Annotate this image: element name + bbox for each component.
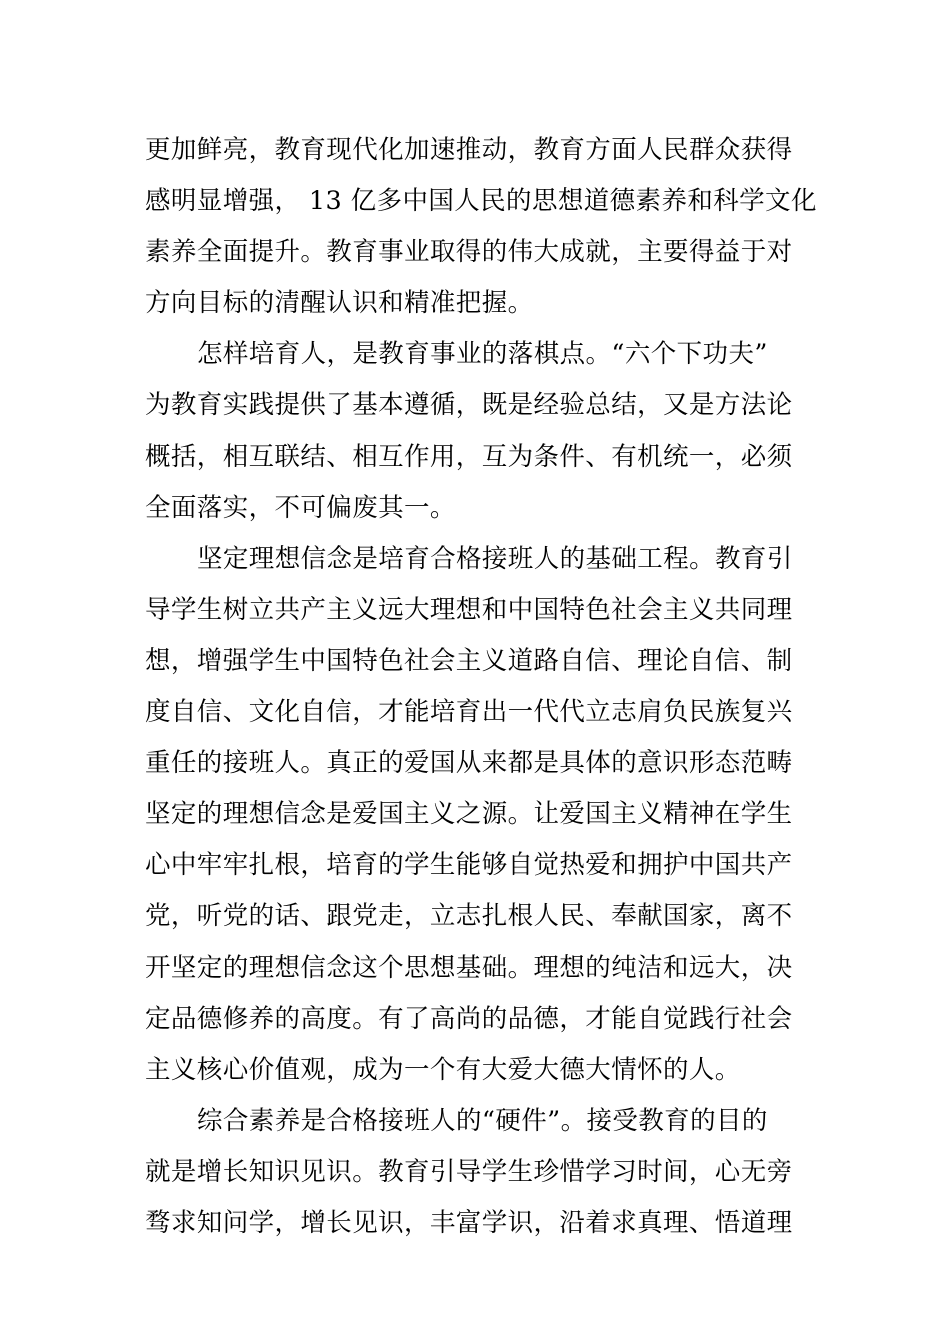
text-line: 方向目标的清醒认识和精准把握。 [145, 288, 534, 319]
text-line: 导学生树立共产主义远大理想和中国特色社会主义共同理 [145, 594, 793, 625]
text-line: 定品德修养的高度。有了高尚的品德，才能自觉践行社会 [145, 1003, 793, 1034]
text-line: 想，增强学生中国特色社会主义道路自信、理论自信、制 [145, 645, 793, 676]
text-line: 素养全面提升。教育事业取得的伟大成就，主要得益于对 [145, 237, 793, 268]
text-line: 坚定的理想信念是爱国主义之源。让爱国主义精神在学生 [145, 799, 793, 830]
paragraph [145, 125, 817, 329]
text-line: 就是增长知识见识。教育引导学生珍惜学习时间，心无旁 [145, 1156, 793, 1187]
text-line: 开坚定的理想信念这个思想基础。理想的纯洁和远大，决 [145, 952, 793, 983]
paragraph [145, 329, 807, 533]
text-line: 重任的接班人。真正的爱国从来都是具体的意识形态范畴 [145, 748, 793, 779]
text-line: 度自信、文化自信，才能培育出一代代立志肩负民族复兴 [145, 697, 793, 728]
text-line: 全面落实，不可偏废其一。 [145, 492, 456, 523]
text-line: 概括，相互联结、相互作用，互为条件、有机统一，必须 [145, 441, 793, 472]
text-line: 为教育实践提供了基本遵循，既是经验总结，又是方法论 [145, 390, 793, 421]
text-line: 党，听党的话、跟党走，立志扎根人民、奉献国家，离不 [145, 901, 793, 932]
text-line: 感明显增强， 13 亿多中国人民的思想道德素养和科学文化 [145, 186, 817, 217]
paragraph [145, 1096, 807, 1249]
text-line: 坚定理想信念是培育合格接班人的基础工程。教育引 [197, 543, 793, 574]
text-line: 主义核心价值观，成为一个有大爱大德大情怀的人。 [145, 1054, 741, 1085]
text-line: 怎样培育人，是教育事业的落棋点。“六个下功夫” [197, 339, 768, 370]
text-line: 综合素养是合格接班人的“硬件”。接受教育的目的 [197, 1105, 768, 1136]
text-line: 更加鲜亮，教育现代化加速推动，教育方面人民群众获得 [145, 135, 793, 165]
text-line: 骛求知问学，增长见识，丰富学识，沿着求真理、悟道理 [145, 1207, 793, 1238]
body-text [145, 125, 817, 1249]
text-line: 心中牢牢扎根，培育的学生能够自觉热爱和拥护中国共产 [145, 850, 793, 881]
paragraph [145, 534, 807, 1096]
